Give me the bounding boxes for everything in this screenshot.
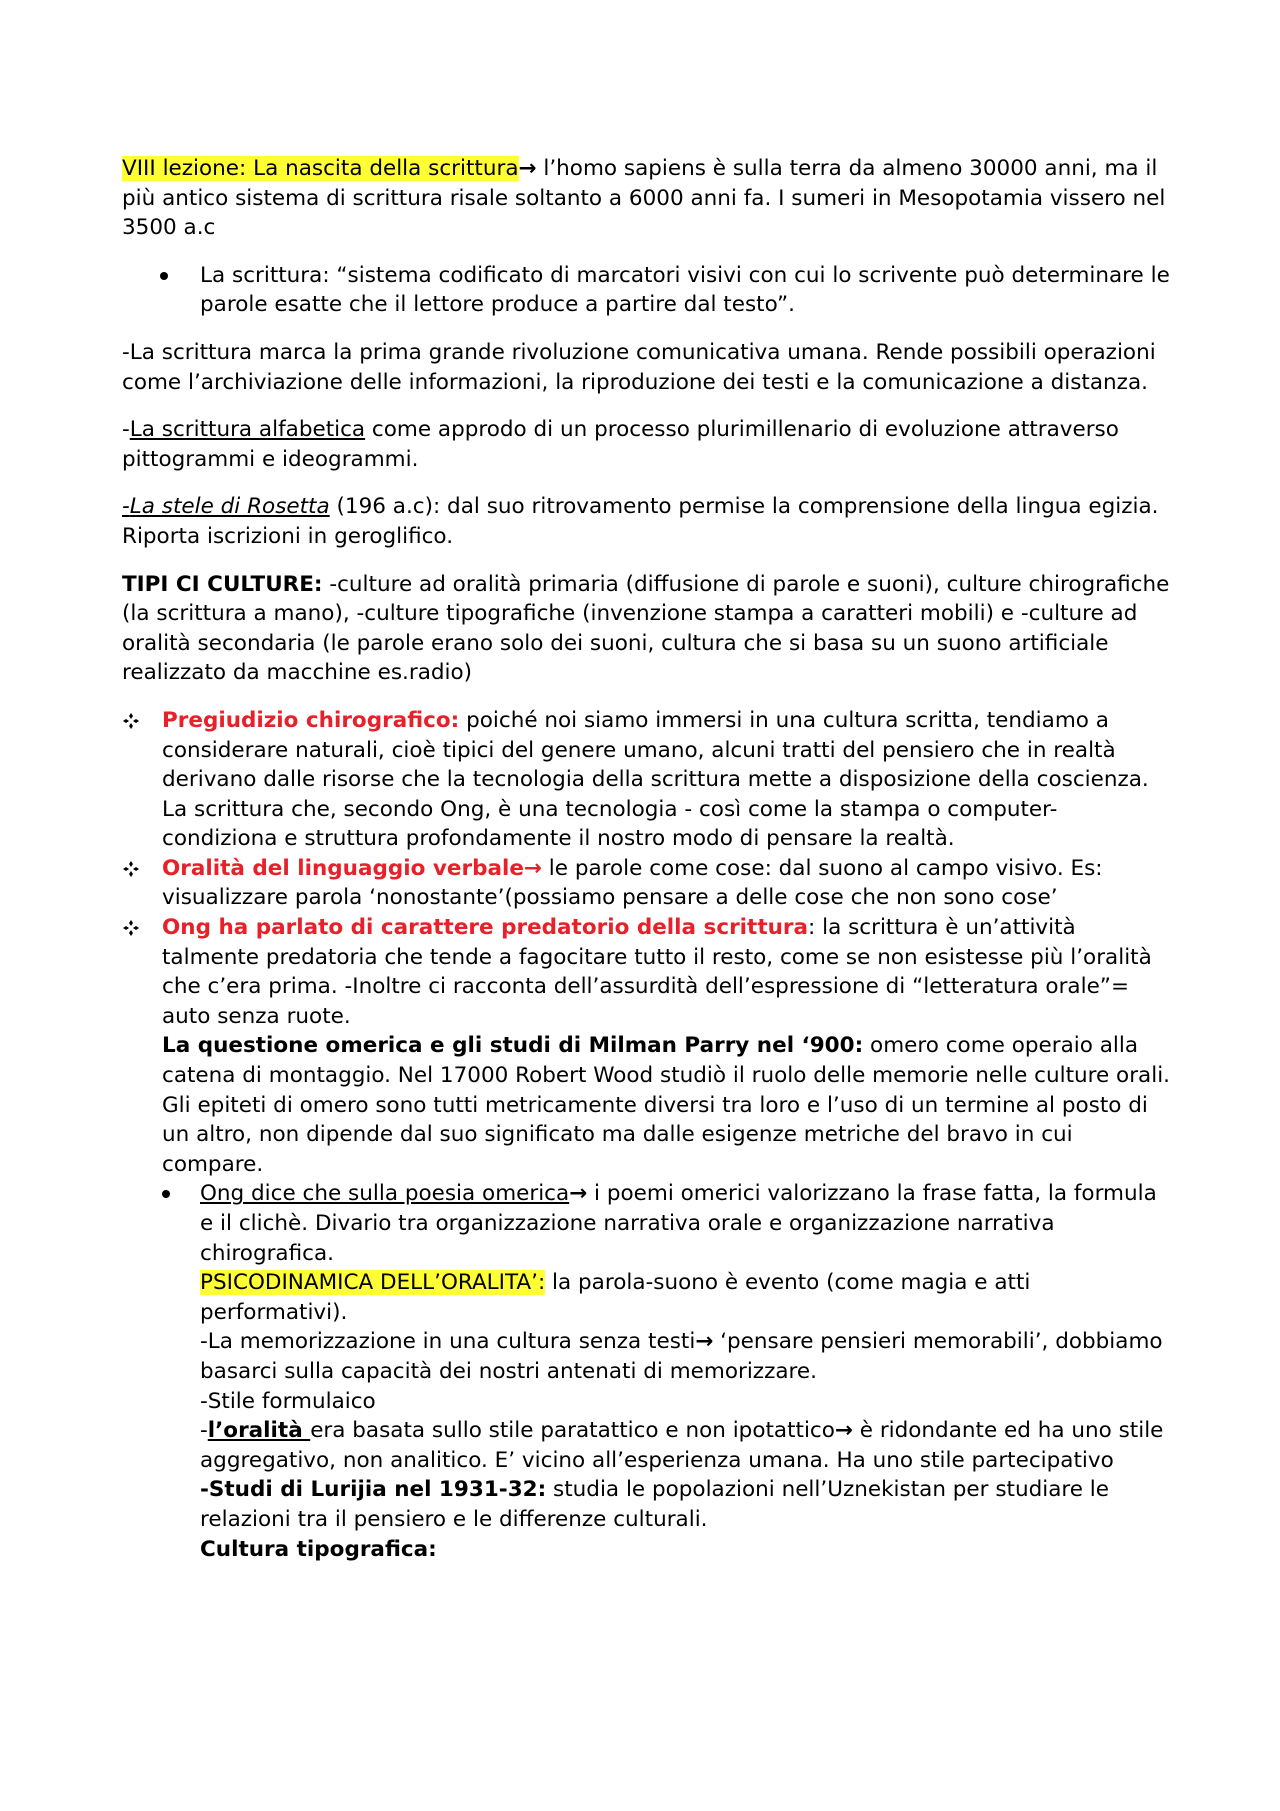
arrow-icon: → — [518, 156, 537, 181]
list-item: Ong dice che sulla poesia omerica→ i poemi omerici valorizzano la frase fatta, la formula e il clichè. Divario tra organizzazione narrativa orale e organizzazione narrativa chirografica. PSICODINAMICA DELL’ORALITA’: la parola-suono è evento (come magia e atti performativi). -La memorizzazione in una cultura senza testi→ ‘pensare pensieri memorabili’, dobbiamo basarci sulla capacità dei nostri antenati di memorizzare. -Stile formulaico -l’oralità era basata sullo stile paratattico e non ipotattico→ è ridondante ed ha uno stile aggregativo, non analitico. E’ vicino all’esperienza umana. Ha uno stile partecipativo -Studi di Lurijia nel 1931-32: studia le popolazioni nell’Uznekistan per studiare le relazioni tra il pensiero e le differenze culturali. Cultura tipografica: — [162, 1179, 1170, 1564]
bold-heading: TIPI CI CULTURE: — [122, 571, 323, 597]
arrow-icon: → — [834, 1418, 853, 1444]
intro-text: l’homo sapiens è sulla terra da almeno 30000 anni, ma il più antico sistema di scrittura risale soltanto a 6000 anni fa. I sumeri in Mesopotamia vissero nel 3500 a.c — [122, 156, 1166, 241]
sub-list — [162, 1179, 1170, 1564]
paragraph-alfabetica: -La scrittura alfabetica come approdo di un processo plurimillenario di evoluzione attraverso pittogrammi e ideogrammi. — [122, 417, 1119, 472]
stile-line: -Stile formulaico — [200, 1388, 376, 1414]
oralita-line: -l’oralità era basata sullo stile paratattico e non ipotattico→ è ridondante ed ha uno stile aggregativo, non analitico. E’ vicino all’esperienza umana. Ha uno stile partecipativo — [200, 1418, 1164, 1473]
paragraph-rivoluzione: -La scrittura marca la prima grande rivoluzione comunicativa umana. Rende possibili operazioni come l’archiviazione delle informazioni, la riproduzione dei testi e la comunicazione a distanza. — [122, 339, 1156, 395]
bullet-icon — [160, 272, 168, 280]
diamond-bullet-icon — [122, 712, 140, 730]
list-item — [122, 261, 1170, 320]
paragraph-rosetta: -La stele di Rosetta (196 a.c): dal suo ritrovamento permise la comprensione della lingua egizia. Riporta iscrizioni in geroglifico. — [122, 494, 1159, 549]
red-heading: Pregiudizio chirografico: — [162, 707, 460, 733]
lurija-line: -Studi di Lurijia nel 1931-32: studia le popolazioni nell’Uznekistan per studiare le relazioni tra il pensiero e le differenze culturali. — [200, 1477, 1110, 1532]
list-item: Ong ha parlato di carattere predatorio della scrittura: la scrittura è un’attività talmente predatoria che tende a fagocitare tutto il resto, come se non esistesse più l’oralità che c’era prima. -Inoltre ci racconta dell’assurdità dell’espressione di “letteratura orale”= auto senza ruote. La questione omerica e gli studi di Milman Parry nel ‘900: omero come operaio alla catena di montaggio. Nel 17000 Robert Wood studiò il ruolo delle memorie nelle culture orali. Gli epiteti di omero sono tutti metricamente diversi tra loro e l’uso di un termine al posto di un altro, non dipende dal suo significato ma dalle esigenze metriche del bravo in cui compare. Ong dice che sulla poesia omerica→ i poemi omerici valorizzano la frase fatta, la formula e il clichè. Divario tra organizzazione narrativa orale e organizzazione narrativa chirografica. PSICODINAMICA DELL’ORALITA’: la parola-suono è evento (come magia e atti performativi). -La memorizzazione in una cultura senza testi→ ‘pensare pensieri memorabili’, dobbiamo basarci sulla capacità dei nostri antenati di memorizzare. -Stile formulaico -l’oralità era basata sullo stile paratattico e non ipotattico→ è ridondante ed ha uno stile aggregativo, non analitico. E’ vicino all’esperienza umana. Ha uno stile partecipativo -Studi di Lurijia nel 1931-32: studia le popolazioni nell’Uznekistan per studiare le relazioni tra il pensiero e le differenze culturali. Cultura tipografica: — [122, 913, 1170, 1564]
list-item: Pregiudizio chirografico: poiché noi siamo immersi in una cultura scritta, tendiamo a considerare naturali, cioè tipici del genere umano, alcuni tratti del pensiero che in realtà derivano dalle risorse che la tecnologia della scrittura mette a disposizione della coscienza. La scrittura che, secondo Ong, è una tecnologia - così come la stampa o computer- condiziona e struttura profondamente il nostro modo di pensare la realtà. — [122, 706, 1170, 854]
diamond-bullet-icon — [122, 919, 140, 937]
definition-list — [122, 261, 1170, 320]
red-heading: Ong ha parlato di carattere predatorio della scrittura — [162, 915, 809, 941]
underlined-term: Ong dice che sulla poesia omerica — [200, 1181, 570, 1207]
paragraph-culture: TIPI CI CULTURE: -culture ad oralità primaria (diffusione di parole e suoni), culture chirografiche (la scrittura a mano), -culture tipografiche (invenzione stampa a caratteri mobili) e -culture ad oralità secondaria (le parole erano solo dei suoni, cultura che si basa su un suono artificiale realizzato da macchine es.radio) — [122, 571, 1170, 686]
tipografica-heading: Cultura tipografica: — [200, 1536, 437, 1562]
arrow-icon: → — [569, 1181, 588, 1207]
diamond-bullet-icon — [122, 860, 140, 878]
lesson-title: VIII lezione: La nascita della scrittura — [122, 156, 519, 181]
underlined-term: La scrittura alfabetica — [129, 417, 366, 443]
bullet-icon — [162, 1190, 170, 1198]
omerica-paragraph: La questione omerica e gli studi di Milman Parry nel ‘900: omero come operaio alla catena di montaggio. Nel 17000 Robert Wood studiò il ruolo delle memorie nelle culture orali. Gli epiteti di omero sono tutti metricamente diversi tra loro e l’uso di un termine al posto di un altro, non dipende dal suo significato ma dalle esigenze metriche del bravo in cui compare. — [162, 1033, 1171, 1177]
arrow-icon: → — [695, 1329, 714, 1355]
intro-paragraph — [122, 154, 1170, 243]
italic-term: La stele di Rosetta — [129, 494, 330, 520]
list-item: Oralità del linguaggio verbale→ le parole come cose: dal suono al campo visivo. Es: visualizzare parola ‘nonostante’(possiamo pensare a delle cose che non sono cose’ — [122, 854, 1170, 913]
definition-text: La scrittura: “sistema codificato di marcatori visivi con cui lo scrivente può determinare le parole esatte che il lettore produce a partire dal testo”. — [200, 262, 1170, 318]
red-heading: Oralità del linguaggio verbale→ — [162, 855, 542, 881]
memorizzazione-line: -La memorizzazione in una cultura senza testi→ ‘pensare pensieri memorabili’, dobbiamo basarci sulla capacità dei nostri antenati di memorizzare. — [200, 1329, 1163, 1384]
psicodinamica-line: PSICODINAMICA DELL’ORALITA’: la parola-suono è evento (come magia e atti performativi). — [200, 1270, 1031, 1325]
diamond-list — [122, 706, 1170, 1564]
